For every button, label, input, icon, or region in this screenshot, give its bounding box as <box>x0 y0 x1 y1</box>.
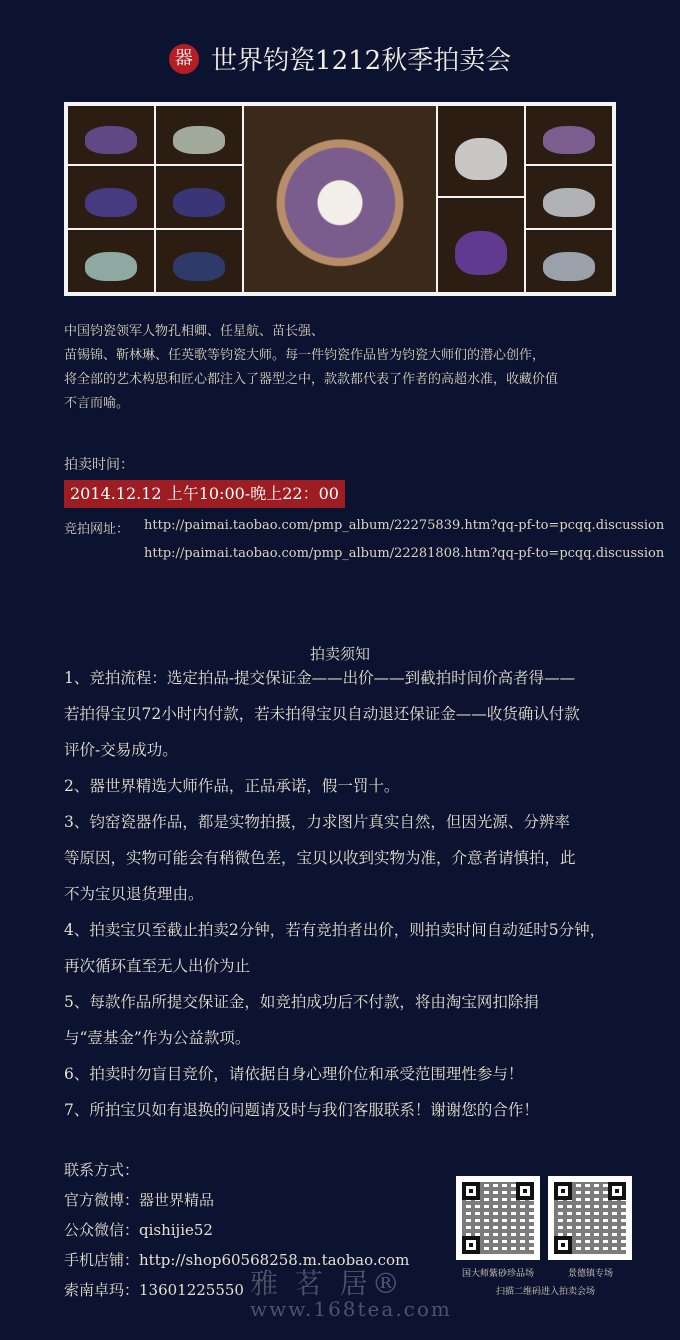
rule-line: 评价-交易成功。 <box>64 741 178 759</box>
product-photo <box>156 166 242 228</box>
notice-rules <box>64 660 664 1128</box>
rule-line: 6、拍卖时勿盲目竞价，请依据自身心理价位和承受范围理性参与！ <box>64 1065 524 1083</box>
intro-line: 中国钧瓷领军人物孔相卿、任星航、苗长强、 <box>64 324 325 339</box>
auction-time-value: 2014.12.12 上午10:00-晚上22：00 <box>64 480 345 508</box>
title-text: 世界钧瓷1212秋季拍卖会 <box>211 46 512 76</box>
product-photo <box>68 166 154 228</box>
product-photo <box>526 106 612 164</box>
product-photo <box>156 230 242 292</box>
page-title <box>0 40 680 77</box>
auction-url-2[interactable]: http://paimai.taobao.com/pmp_album/22281808.htm?qq-pf-to=pcqq.discussion <box>144 546 665 561</box>
product-collage <box>64 102 616 296</box>
qr-caption: 景德镇专场 <box>568 1269 614 1279</box>
notice-title: 拍卖须知 <box>309 645 370 663</box>
rule-line: 不为宝贝退货理由。 <box>64 885 204 903</box>
rule-line: 与“壹基金”作为公益款项。 <box>64 1029 251 1047</box>
qr-caption: 国大师紫砂珍品场 <box>462 1269 535 1279</box>
product-photo <box>526 230 612 292</box>
product-photo <box>68 230 154 292</box>
intro-line: 不言而喻。 <box>64 396 130 411</box>
contact-wechat: 公众微信：qishijie52 <box>64 1221 213 1239</box>
rule-line: 再次循环直至无人出价为止 <box>64 957 251 975</box>
qr-caption-bottom: 扫描二维码进入拍卖会场 <box>496 1287 596 1297</box>
product-photo <box>438 106 524 196</box>
auction-url-1[interactable]: http://paimai.taobao.com/pmp_album/22275839.htm?qq-pf-to=pcqq.discussion <box>144 518 665 533</box>
contact-person: 索南卓玛：13601225550 <box>64 1281 244 1299</box>
watermark-logo: 雅 茗 居® <box>250 1267 404 1300</box>
qr-code-icon[interactable] <box>456 1176 540 1260</box>
auction-time-label: 拍卖时间： <box>64 457 134 473</box>
rule-line: 若拍得宝贝72小时内付款，若未拍得宝贝自动退还保证金——收货确认付款 <box>64 705 580 723</box>
rule-line: 2、器世界精选大师作品，正品承诺，假一罚十。 <box>64 777 400 795</box>
featured-plate-photo <box>244 106 436 292</box>
rule-line: 5、每款作品所提交保证金，如竞拍成功后不付款，将由淘宝网扣除捐 <box>64 993 539 1011</box>
rule-line: 3、钧窑瓷器作品，都是实物拍摄，力求图片真实自然，但因光源、分辨率 <box>64 813 570 831</box>
contact-shop-link[interactable]: 手机店铺：http://shop60568258.m.taobao.com <box>64 1251 410 1269</box>
contact-weibo: 官方微博：器世界精品 <box>64 1191 215 1209</box>
product-photo <box>438 198 524 292</box>
rule-line: 1、竞拍流程：选定拍品-提交保证金——出价——到截拍时间价高者得—— <box>64 669 576 687</box>
rule-line: 4、拍卖宝贝至截止拍卖2分钟，若有竞拍者出价，则拍卖时间自动延时5分钟， <box>64 921 606 939</box>
intro-text <box>64 320 558 416</box>
auction-url-label: 竞拍网址： <box>64 522 130 537</box>
contact-label: 联系方式： <box>64 1161 140 1179</box>
rule-line: 等原因，实物可能会有稍微色差，宝贝以收到实物为准，介意者请慎拍，此 <box>64 849 576 867</box>
intro-line: 苗锡锦、靳林琳、任英歌等钧瓷大师。每一件钧瓷作品皆为钧瓷大师们的潜心创作， <box>64 348 546 363</box>
product-photo <box>68 106 154 164</box>
brand-seal-icon: 器 <box>169 44 199 74</box>
qr-code-icon[interactable] <box>548 1176 632 1260</box>
product-photo <box>156 106 242 164</box>
rule-line: 7、所拍宝贝如有退换的问题请及时与我们客服联系！谢谢您的合作！ <box>64 1101 539 1119</box>
intro-line: 将全部的艺术构思和匠心都注入了器型之中，款款都代表了作者的高超水准，收藏价值 <box>64 372 559 387</box>
watermark-url: www.168tea.com <box>250 1297 452 1321</box>
product-photo <box>526 166 612 228</box>
